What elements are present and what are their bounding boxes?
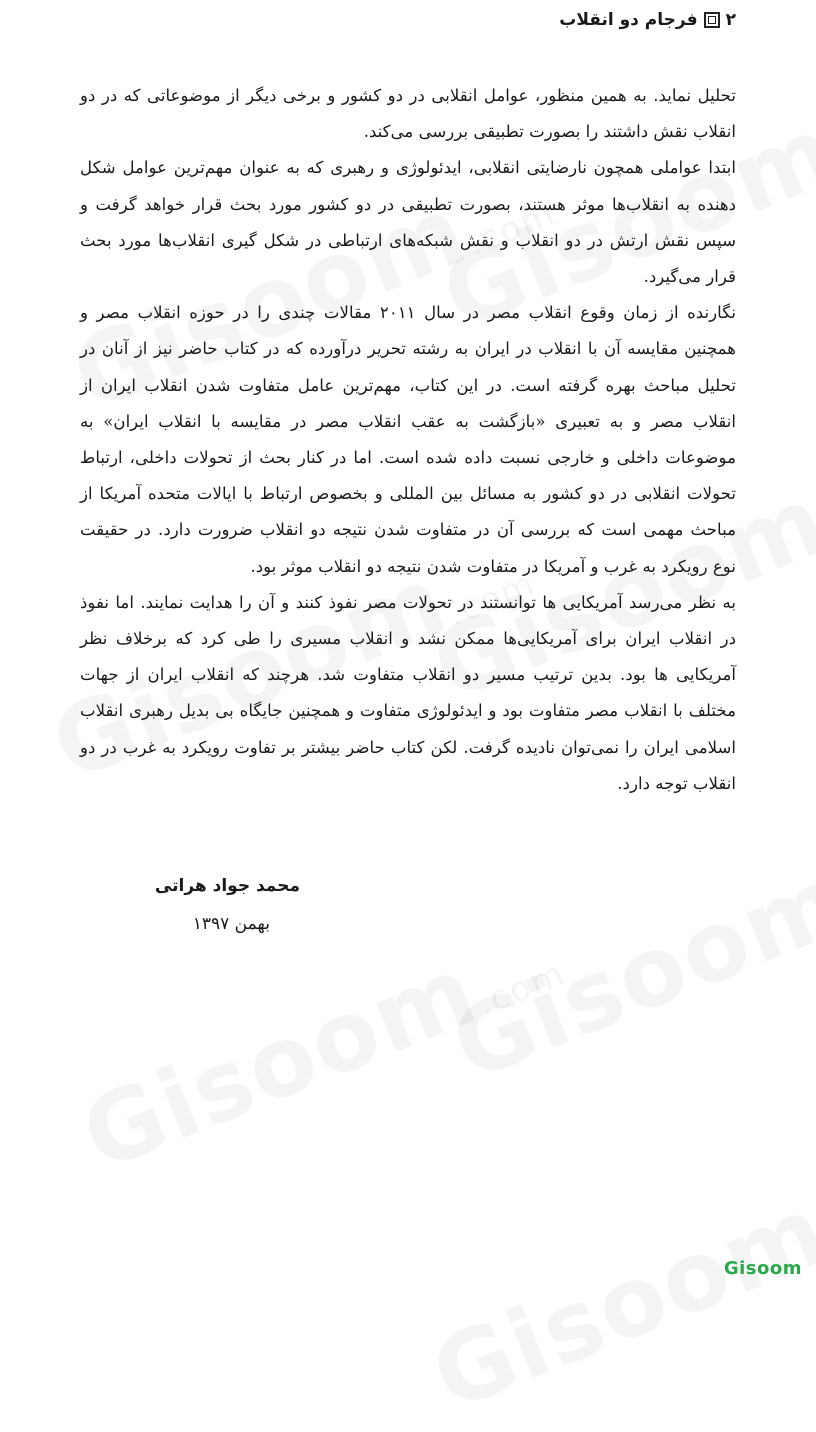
- page-number: ۲: [725, 10, 736, 30]
- author-signature: [100, 868, 300, 944]
- running-header: [559, 10, 736, 30]
- paragraph: تحلیل نماید. به همین منظور، عوامل انقلابی در دو کشور و برخی دیگر از موضوعاتی که در دو انقلاب نقش داشتند را بصورت تطبیقی بررسی می‌کند.: [80, 86, 736, 142]
- author-name: محمد جواد هراتی: [154, 876, 300, 896]
- body-text: [80, 78, 736, 802]
- paragraph: نگارنده از زمان وقوع انقلاب مصر در سال ۲۰۱۱ مقالات چندی را در حوزه انقلاب مصر و همچنین مقایسه آن با انقلاب در ایران به رشته تحریر درآورده که در کتاب حاضر نیز از آنان در تحلیل مباحث بهره گرفته است. در این کتاب، مهم‌ترین عامل متفاوت شدن انقلاب ایران از انقلاب مصر و به تعبیری «بازگشت به عقب انقلاب مصر در مقایسه با انقلاب ایران» به موضوعات داخلی و خارجی نسبت داده شده است. اما در کنار بحث از تحولات داخلی، ارتباط تحولات انقلابی در دو کشور به مسائل بین المللی و بخصوص ارتباط با ایالات متحده آمریکا از مباحث مهمی است که بررسی آن در متفاوت شدن نتیجه دو انقلاب ضرورت دارد. در حقیقت نوع رویکرد به غرب و آمریکا در متفاوت شدن نتیجه دو انقلاب موثر بود.: [80, 303, 736, 576]
- watermark: [417, 1140, 816, 1432]
- paragraph: ابتدا عواملی همچون نارضایتی انقلابی، ایدئولوژی و رهبری که به عنوان مهم‌ترین عوامل شکل دهنده به انقلاب‌ها موثر هستند، بصورت تطبیقی در دو کشور مورد بحث قرار خواهد گرفت و سپس نقش ارتش در دو انقلاب و نقش شبکه‌های ارتباطی در شکل گیری انقلاب‌ها مورد بحث قرار می‌گیرد.: [80, 158, 736, 287]
- signature-date: بهمن ۱۳۹۷: [192, 914, 270, 934]
- gisoom-logo: Gisoom: [723, 1258, 802, 1279]
- paragraph: به نظر می‌رسد آمریکایی ها توانستند در تحولات مصر نفوذ کنند و آن را هدایت نمایند. اما نفوذ در انقلاب ایران برای آمریکایی‌ها ممکن نشد و انقلاب مسیری را طی کرد که برخلاف نظر آمریکایی ها بود. بدین ترتیب مسیر دو انقلاب متفاوت شد. هرچند که انقلاب ایران از جهات مختلف با انقلاب مصر متفاوت بود و ایدئولوژی متفاوت و همچنین جایگاه بی بدیل رهبری انقلاب اسلامی ایران را نمی‌توان نادیده گرفت. لکن کتاب حاضر بیشتر بر تفاوت رویکرد به غرب در دو انقلاب توجه دارد.: [80, 592, 736, 793]
- ornament-icon: [704, 12, 720, 28]
- watermark: [437, 810, 816, 1103]
- book-title: فرجام دو انقلاب: [559, 10, 698, 30]
